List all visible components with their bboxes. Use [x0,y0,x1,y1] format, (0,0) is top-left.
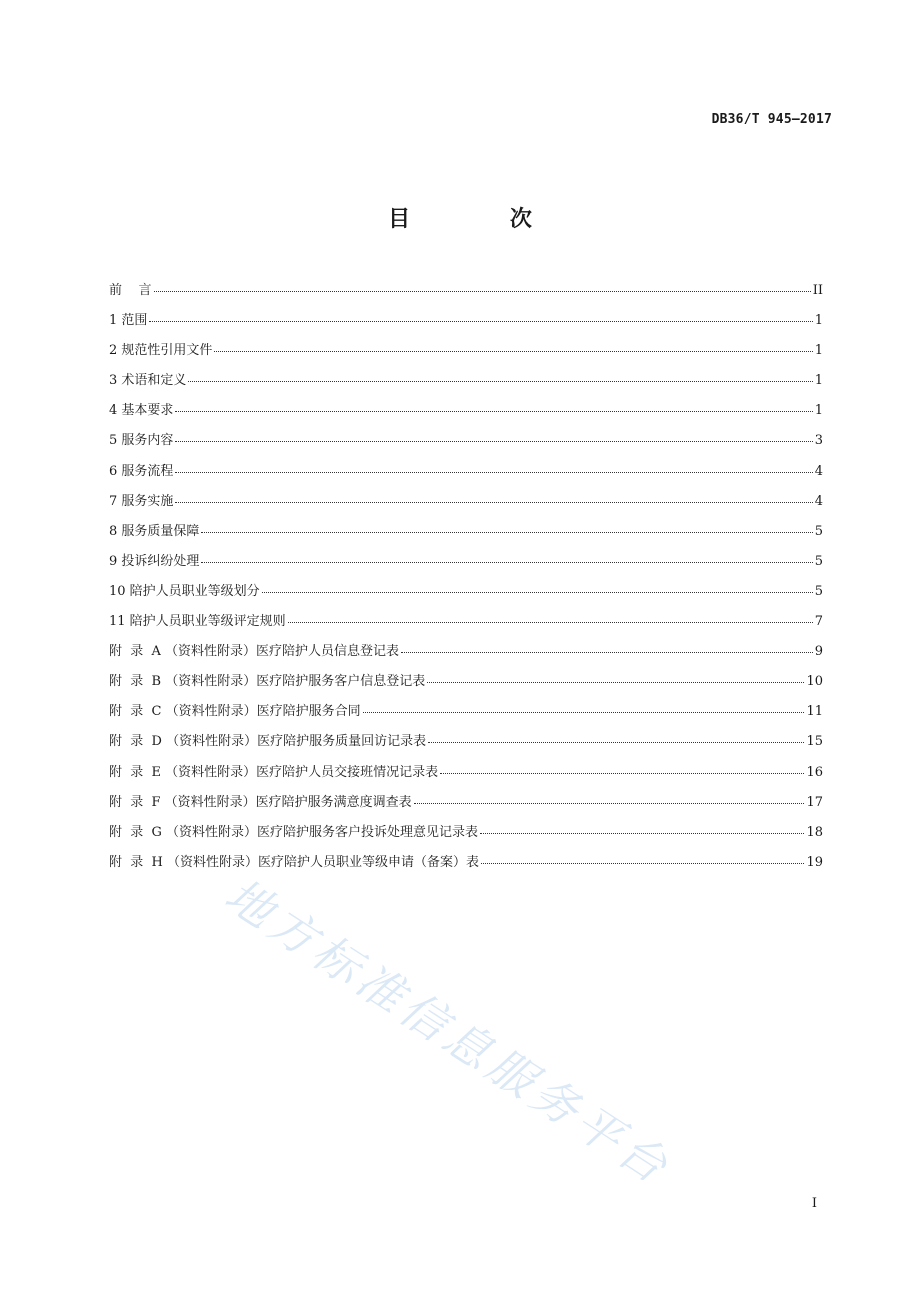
toc-entry[interactable] [109,547,823,577]
toc-dot-leader [363,711,805,713]
toc-entry-label: 附 录 H （资料性附录）医疗陪护人员职业等级申请（备案）表 [109,854,479,870]
document-code: DB36/T 945—2017 [711,112,832,127]
toc-entry-label: 10 陪护人员职业等级划分 [109,583,260,599]
toc-entry-page: 1 [814,373,823,389]
toc-entry-page: 18 [806,824,823,840]
toc-entry-page: 5 [814,583,823,599]
page-title: 目 次 [388,207,578,232]
toc-entry-label: 5 服务内容 [109,433,174,449]
toc-dot-leader [201,531,812,533]
toc-entry[interactable] [109,366,823,396]
toc-entry[interactable] [109,577,823,607]
toc-entry-page: 5 [814,523,823,539]
toc-entry-page: 15 [806,734,823,750]
toc-entry-label: 附 录 C （资料性附录）医疗陪护服务合同 [109,704,361,720]
toc-entry[interactable] [109,487,823,517]
toc-entry-label: 附 录 G （资料性附录）医疗陪护服务客户投诉处理意见记录表 [109,824,479,840]
toc-dot-leader [214,350,812,352]
toc-dot-leader [175,501,812,503]
toc-entry[interactable] [109,396,823,426]
toc-entry-label: 8 服务质量保障 [109,523,200,539]
toc-entry[interactable] [109,457,823,487]
toc-entry-page: 4 [814,493,823,509]
toc-entry[interactable] [109,336,823,366]
toc-dot-leader [288,621,813,623]
toc-entry-page: 11 [806,704,823,720]
toc-entry-label: 7 服务实施 [109,493,174,509]
toc-dot-leader [201,561,812,563]
toc-entry-label: 2 规范性引用文件 [109,343,213,359]
page-number: I [811,1196,817,1211]
toc-dot-leader [188,380,812,382]
toc-entry-page: 7 [814,614,823,630]
toc-entry[interactable] [109,607,823,637]
toc-entry-label: 附 录 D （资料性附录）医疗陪护服务质量回访记录表 [109,734,427,750]
toc-dot-leader [401,651,813,653]
toc-entry-page: 1 [814,313,823,329]
toc-entry-page: 9 [814,644,823,660]
toc-entry[interactable] [109,727,823,757]
toc-dot-leader [149,320,812,322]
toc-entry-page: 1 [814,403,823,419]
toc-entry-page: 10 [806,674,823,690]
toc-entry[interactable] [109,788,823,818]
toc-entry[interactable] [109,637,823,667]
toc-entry-page: 4 [814,463,823,479]
toc-entry[interactable] [109,697,823,727]
toc-entry-label: 前 言 [109,283,152,298]
toc-entry[interactable] [109,306,823,336]
toc-dot-leader [175,471,812,473]
toc-entry[interactable] [109,426,823,456]
toc-entry-page: II [812,283,823,298]
toc-entry-label: 3 术语和定义 [109,373,187,389]
toc-dot-leader [480,832,804,834]
toc-dot-leader [414,802,805,804]
toc-dot-leader [175,440,812,442]
toc-dot-leader [154,290,811,292]
toc-entry-page: 3 [814,433,823,449]
toc-entry-label: 1 范围 [109,313,148,329]
toc-entry-page: 17 [806,794,823,810]
toc-entry[interactable] [109,848,823,878]
toc-entry[interactable] [109,667,823,697]
toc-dot-leader [481,862,804,864]
toc-dot-leader [175,410,812,412]
toc-dot-leader [428,741,804,743]
toc-entry-page: 5 [814,553,823,569]
toc-entry-label: 11 陪护人员职业等级评定规则 [109,614,286,630]
toc-entry-label: 附 录 A （资料性附录）医疗陪护人员信息登记表 [109,644,400,660]
toc-dot-leader [427,681,804,683]
toc-entry-label: 附 录 E （资料性附录）医疗陪护人员交接班情况记录表 [109,764,439,780]
table-of-contents [109,276,823,878]
toc-entry-label: 附 录 B （资料性附录）医疗陪护服务客户信息登记表 [109,674,426,690]
toc-entry[interactable] [109,758,823,788]
toc-entry[interactable] [109,818,823,848]
toc-dot-leader [440,772,804,774]
toc-entry[interactable] [109,276,823,306]
toc-entry-label: 附 录 F （资料性附录）医疗陪护服务满意度调查表 [109,794,412,810]
toc-entry-page: 1 [814,343,823,359]
toc-entry[interactable] [109,517,823,547]
toc-entry-label: 9 投诉纠纷处理 [109,553,200,569]
watermark: 地方标准信息服务平台 [215,867,682,1197]
toc-dot-leader [262,591,813,593]
toc-entry-page: 19 [806,854,823,870]
toc-entry-page: 16 [806,764,823,780]
toc-entry-label: 6 服务流程 [109,463,174,479]
toc-entry-label: 4 基本要求 [109,403,174,419]
